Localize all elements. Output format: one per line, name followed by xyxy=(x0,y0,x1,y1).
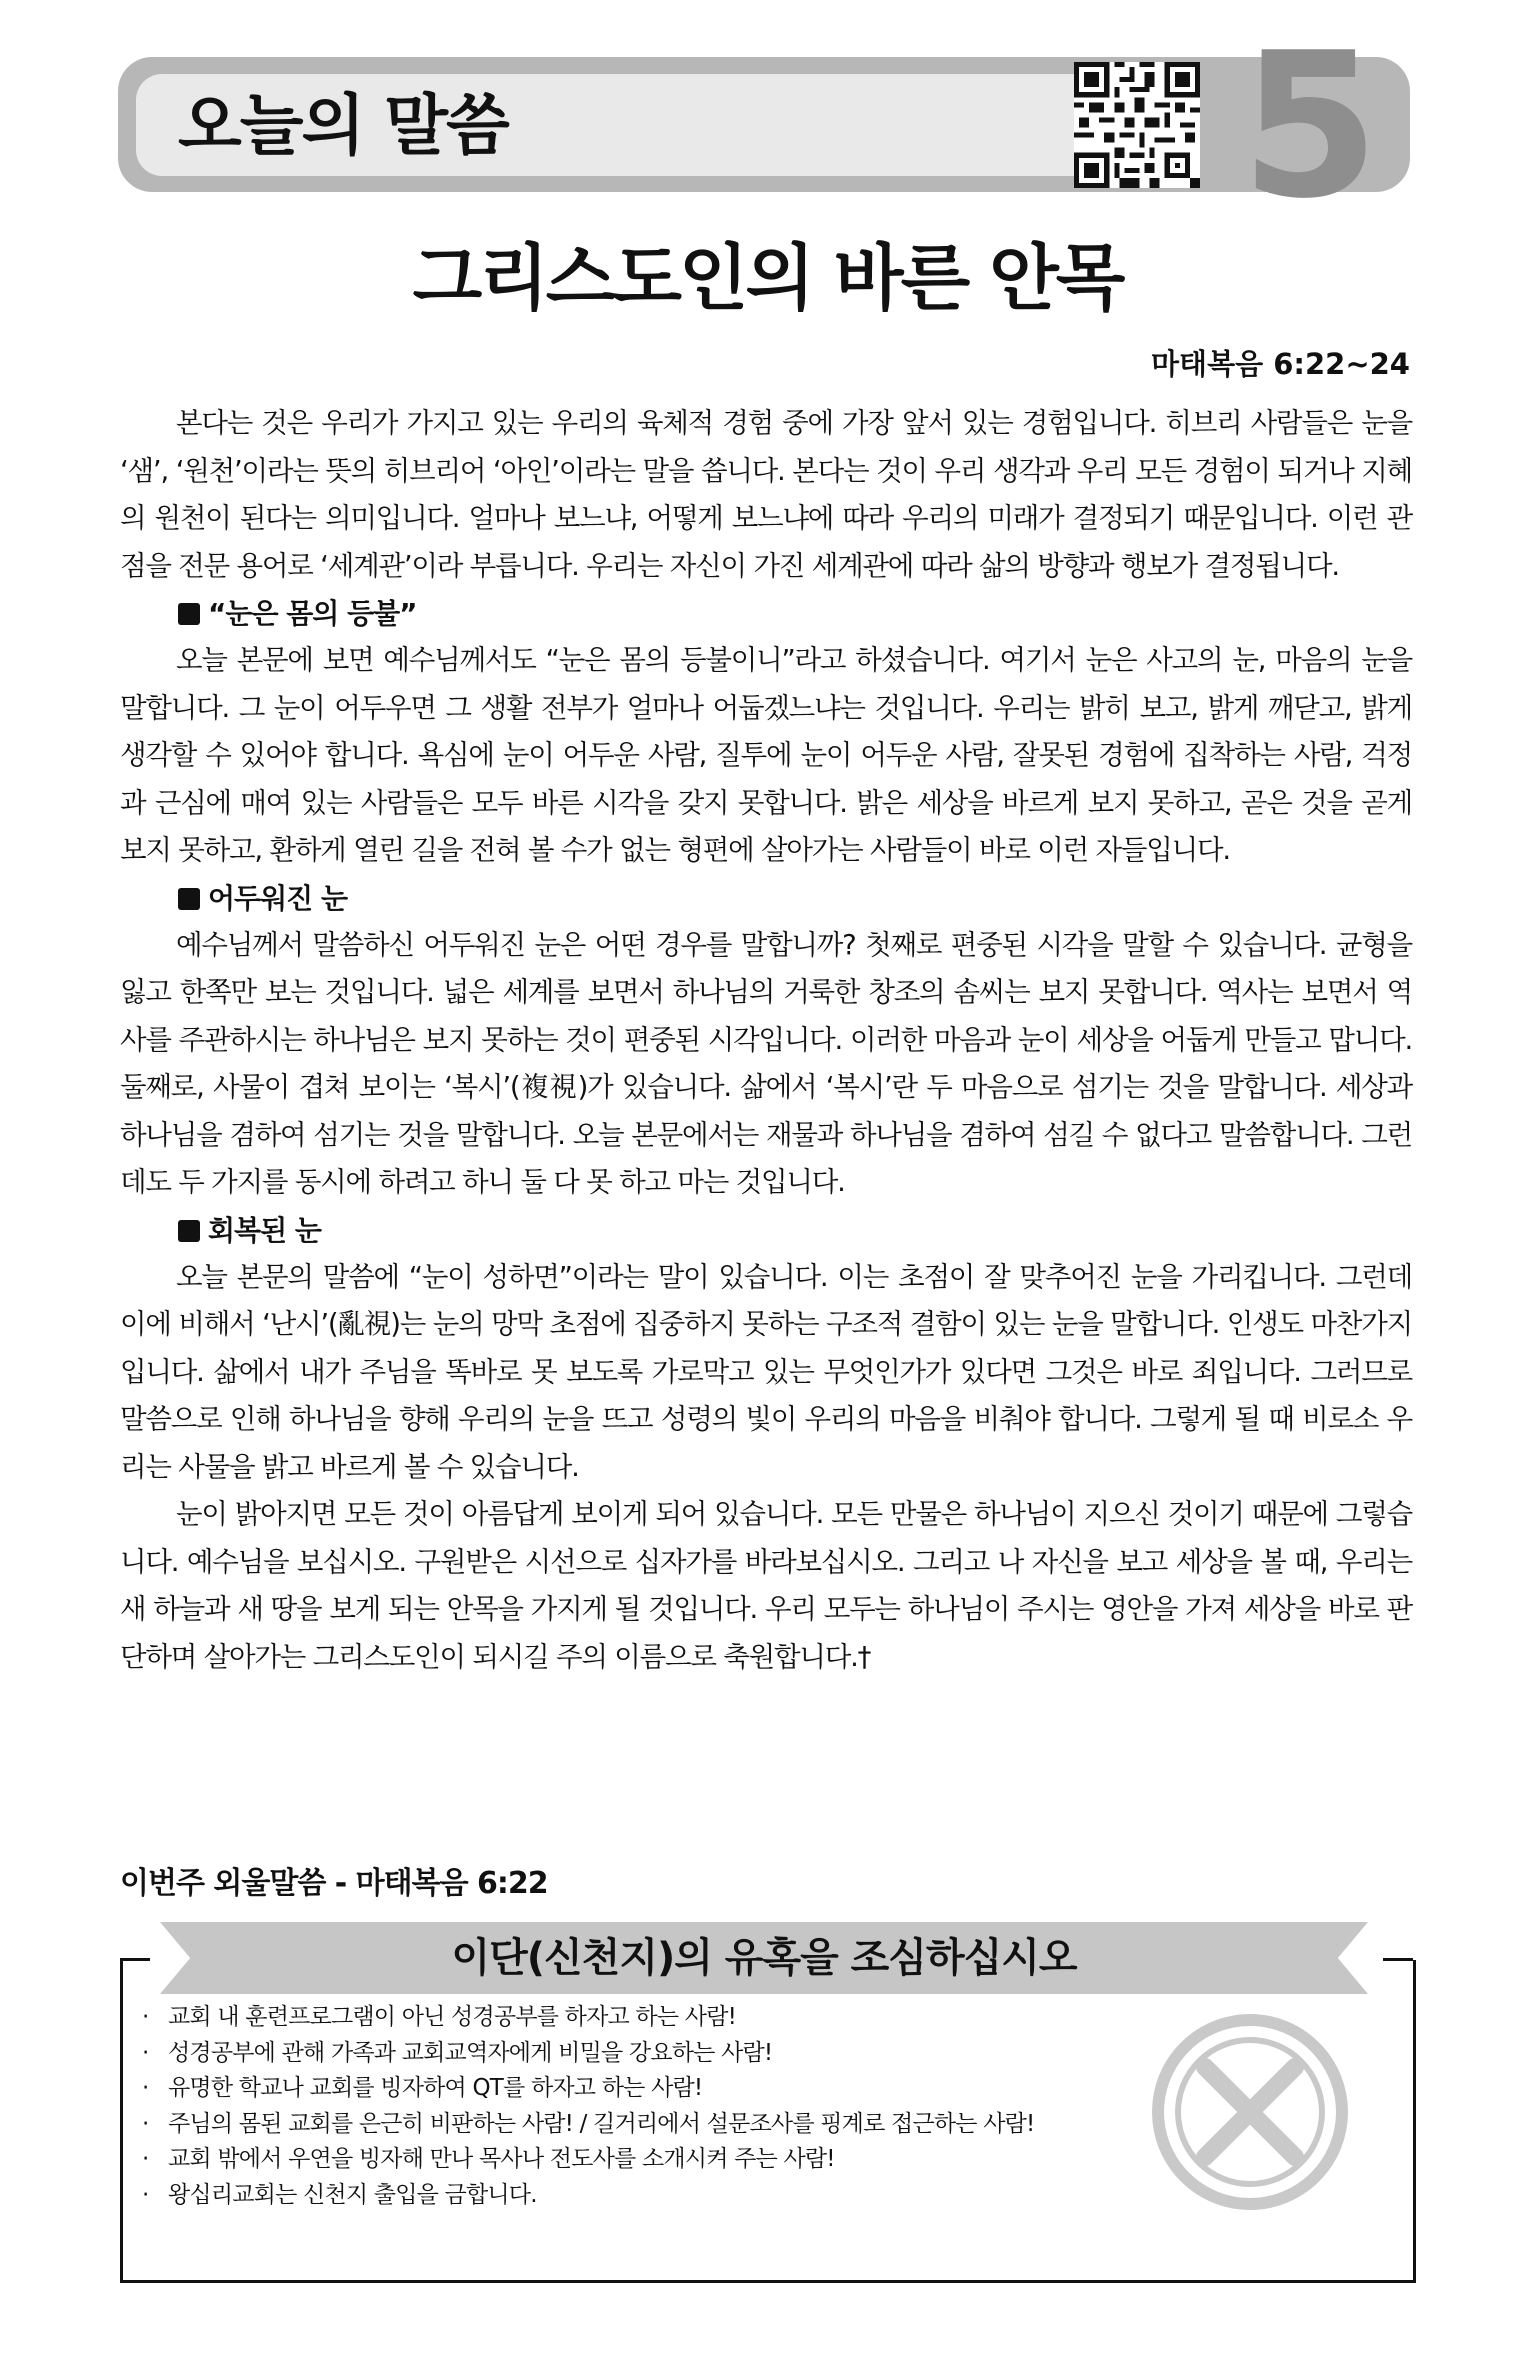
qr-code-icon[interactable] xyxy=(1074,62,1200,188)
section-title: 오늘의 말씀 xyxy=(178,87,508,164)
section-paragraph: 예수님께서 말씀하신 어두워진 눈은 어떤 경우를 말합니까? 첫째로 편중된 시각을 말할 수 있습니다. 균형을 잃고 한쪽만 보는 것입니다. 넓은 세계를 보면서 하나님의 거룩한 창조의 솜씨는 보지 못합니다. 역사는 보면서 역사를 주관하시는 하나님은 보지 못하는 것이 편중된 시각입니다. 이러한 마음과 눈이 세상을 어둡게 만들고 맙니다. 둘째로, 사물이 겹쳐 보이는 ‘복시’(複視)가 있습니다. 삶에서 ‘복시’란 두 마음으로 섬기는 것을 말합니다. 세상과 하나님을 겸하여 섬기는 것을 말합니다. 오늘 본문에서는 재물과 하나님을 겸하여 섬길 수 없다고 말씀합니다. 그런데도 두 가지를 동시에 하려고 하니 둘 다 못 하고 마는 것입니다. xyxy=(120,928,1412,1198)
list-item-text: 유명한 학교나 교회를 빙자하여 QT를 하자고 하는 사람! xyxy=(168,2075,703,2101)
section-paragraph: 오늘 본문에 보면 예수님께서도 “눈은 몸의 등불이니”라고 하셨습니다. 여기서 눈은 사고의 눈, 마음의 눈을 말합니다. 그 눈이 어두우면 그 생활 전부가 얼마나 어둡겠느냐는 것입니다. 우리는 밝히 보고, 밝게 깨닫고, 밝게 생각할 수 있어야 합니다. 욕심에 눈이 어두운 사람, 질투에 눈이 어두운 사람, 잘못된 경험에 집착하는 사람, 걱정과 근심에 매여 있는 사람들은 모두 바른 시각을 갖지 못합니다. 밝은 세상을 바르게 보지 못하고, 곧은 것을 곧게 보지 못하고, 환하게 열린 길을 전혀 볼 수가 없는 형편에 살아가는 사람들이 바로 이런 자들입니다. xyxy=(120,644,1413,866)
section-heading xyxy=(120,1207,1412,1254)
list-item-text: 주님의 몸된 교회를 은근히 비판하는 사람! / 길거리에서 설문조사를 핑계로 접근하는 사람! xyxy=(168,2110,1035,2137)
prohibited-x-icon xyxy=(1150,2012,1350,2212)
list-bullet: · xyxy=(142,2075,149,2101)
sermon-body xyxy=(120,400,1412,1681)
page-number: 5 xyxy=(1240,10,1380,243)
list-bullet: · xyxy=(142,2004,149,2030)
section-heading-text: “눈은 몸의 등불” xyxy=(208,597,417,630)
list-item xyxy=(142,2036,1034,2072)
conclusion-paragraph: 눈이 밝아지면 모든 것이 아름답게 보이게 되어 있습니다. 모든 만물은 하나님이 지으신 것이기 때문에 그렇습니다. 예수님을 보십시오. 구원받은 시선으로 십자가를 바라보십시오. 그리고 나 자신을 보고 세상을 볼 때, 우리는 새 하늘과 새 땅을 보게 되는 안목을 가지게 될 것입니다. 우리 모두는 하나님이 주시는 영안을 가져 세상을 바로 판단하며 살아가는 그리스도인이 되시길 주의 이름으로 축원합니다.† xyxy=(120,1498,1412,1673)
list-item xyxy=(142,2000,1034,2036)
section-paragraph: 오늘 본문의 말씀에 “눈이 성하면”이라는 말이 있습니다. 이는 초점이 잘 맞추어진 눈을 가리킵니다. 그런데 이에 비해서 ‘난시’(亂視)는 눈의 망막 초점에 집중하지 못하는 구조적 결함이 있는 눈을 말합니다. 인생도 마찬가지입니다. 삶에서 내가 주님을 똑바로 못 보도록 가로막고 있는 무엇인가가 있다면 그것은 바로 죄입니다. 그러므로 말씀으로 인해 하나님을 향해 우리의 눈을 뜨고 성령의 빛이 우리의 마음을 비춰야 합니다. 그렇게 될 때 비로소 우리는 사물을 밝고 바르게 볼 수 있습니다. xyxy=(120,1260,1412,1483)
warning-list xyxy=(142,2000,1034,2213)
sermon-title: 그리스도인의 바른 안목 xyxy=(412,236,1123,320)
square-bullet-icon xyxy=(178,888,200,910)
list-bullet: · xyxy=(142,2039,149,2066)
intro-paragraph: 본다는 것은 우리가 가지고 있는 우리의 육체적 경험 중에 가장 앞서 있는 경험입니다. 히브리 사람들은 눈을 ‘샘’, ‘원천’이라는 뜻의 히브리어 ‘아인’이라는 말을 씁니다. 본다는 것이 우리 생각과 우리 모든 경험이 되거나 지혜의 원천이 된다는 의미입니다. 얼마나 보느냐, 어떻게 보느냐에 따라 우리의 미래가 결정되기 때문입니다. 이런 관점을 전문 용어로 ‘세계관’이라 부릅니다. 우리는 자신이 가진 세계관에 따라 삶의 방향과 행보가 결정됩니다. xyxy=(120,407,1412,582)
warning-box-corner-left xyxy=(120,1958,150,1961)
square-bullet-icon xyxy=(178,1220,200,1242)
list-item-text: 교회 밖에서 우연을 빙자해 만나 목사나 전도사를 소개시켜 주는 사람! xyxy=(168,2146,835,2172)
warning-title: 이단(신천지)의 유혹을 조심하십시오 xyxy=(451,1935,1077,1981)
section-heading xyxy=(120,590,1412,637)
list-item xyxy=(142,2178,1034,2214)
section-heading-text: 회복된 눈 xyxy=(208,1213,321,1247)
list-item-text: 왕십리교회는 신천지 출입을 금합니다. xyxy=(168,2181,537,2208)
list-item xyxy=(142,2142,1034,2178)
scripture-reference: 마태복음 6:22~24 xyxy=(1151,347,1410,381)
list-bullet: · xyxy=(142,2181,149,2208)
list-item xyxy=(142,2107,1034,2143)
memory-verse: 이번주 외울말씀 - 마태복음 6:22 xyxy=(120,1866,548,1901)
list-item xyxy=(142,2071,1034,2107)
list-item-text: 성경공부에 관해 가족과 교회교역자에게 비밀을 강요하는 사람! xyxy=(168,2039,773,2066)
warning-box-corner-right xyxy=(1383,1958,1413,1961)
list-bullet: · xyxy=(142,2146,149,2172)
section-heading xyxy=(120,875,1412,922)
square-bullet-icon xyxy=(178,603,200,625)
section-heading-text: 어두워진 눈 xyxy=(208,881,347,915)
list-bullet: · xyxy=(142,2110,149,2137)
list-item-text: 교회 내 훈련프로그램이 아닌 성경공부를 하자고 하는 사람! xyxy=(168,2004,737,2030)
